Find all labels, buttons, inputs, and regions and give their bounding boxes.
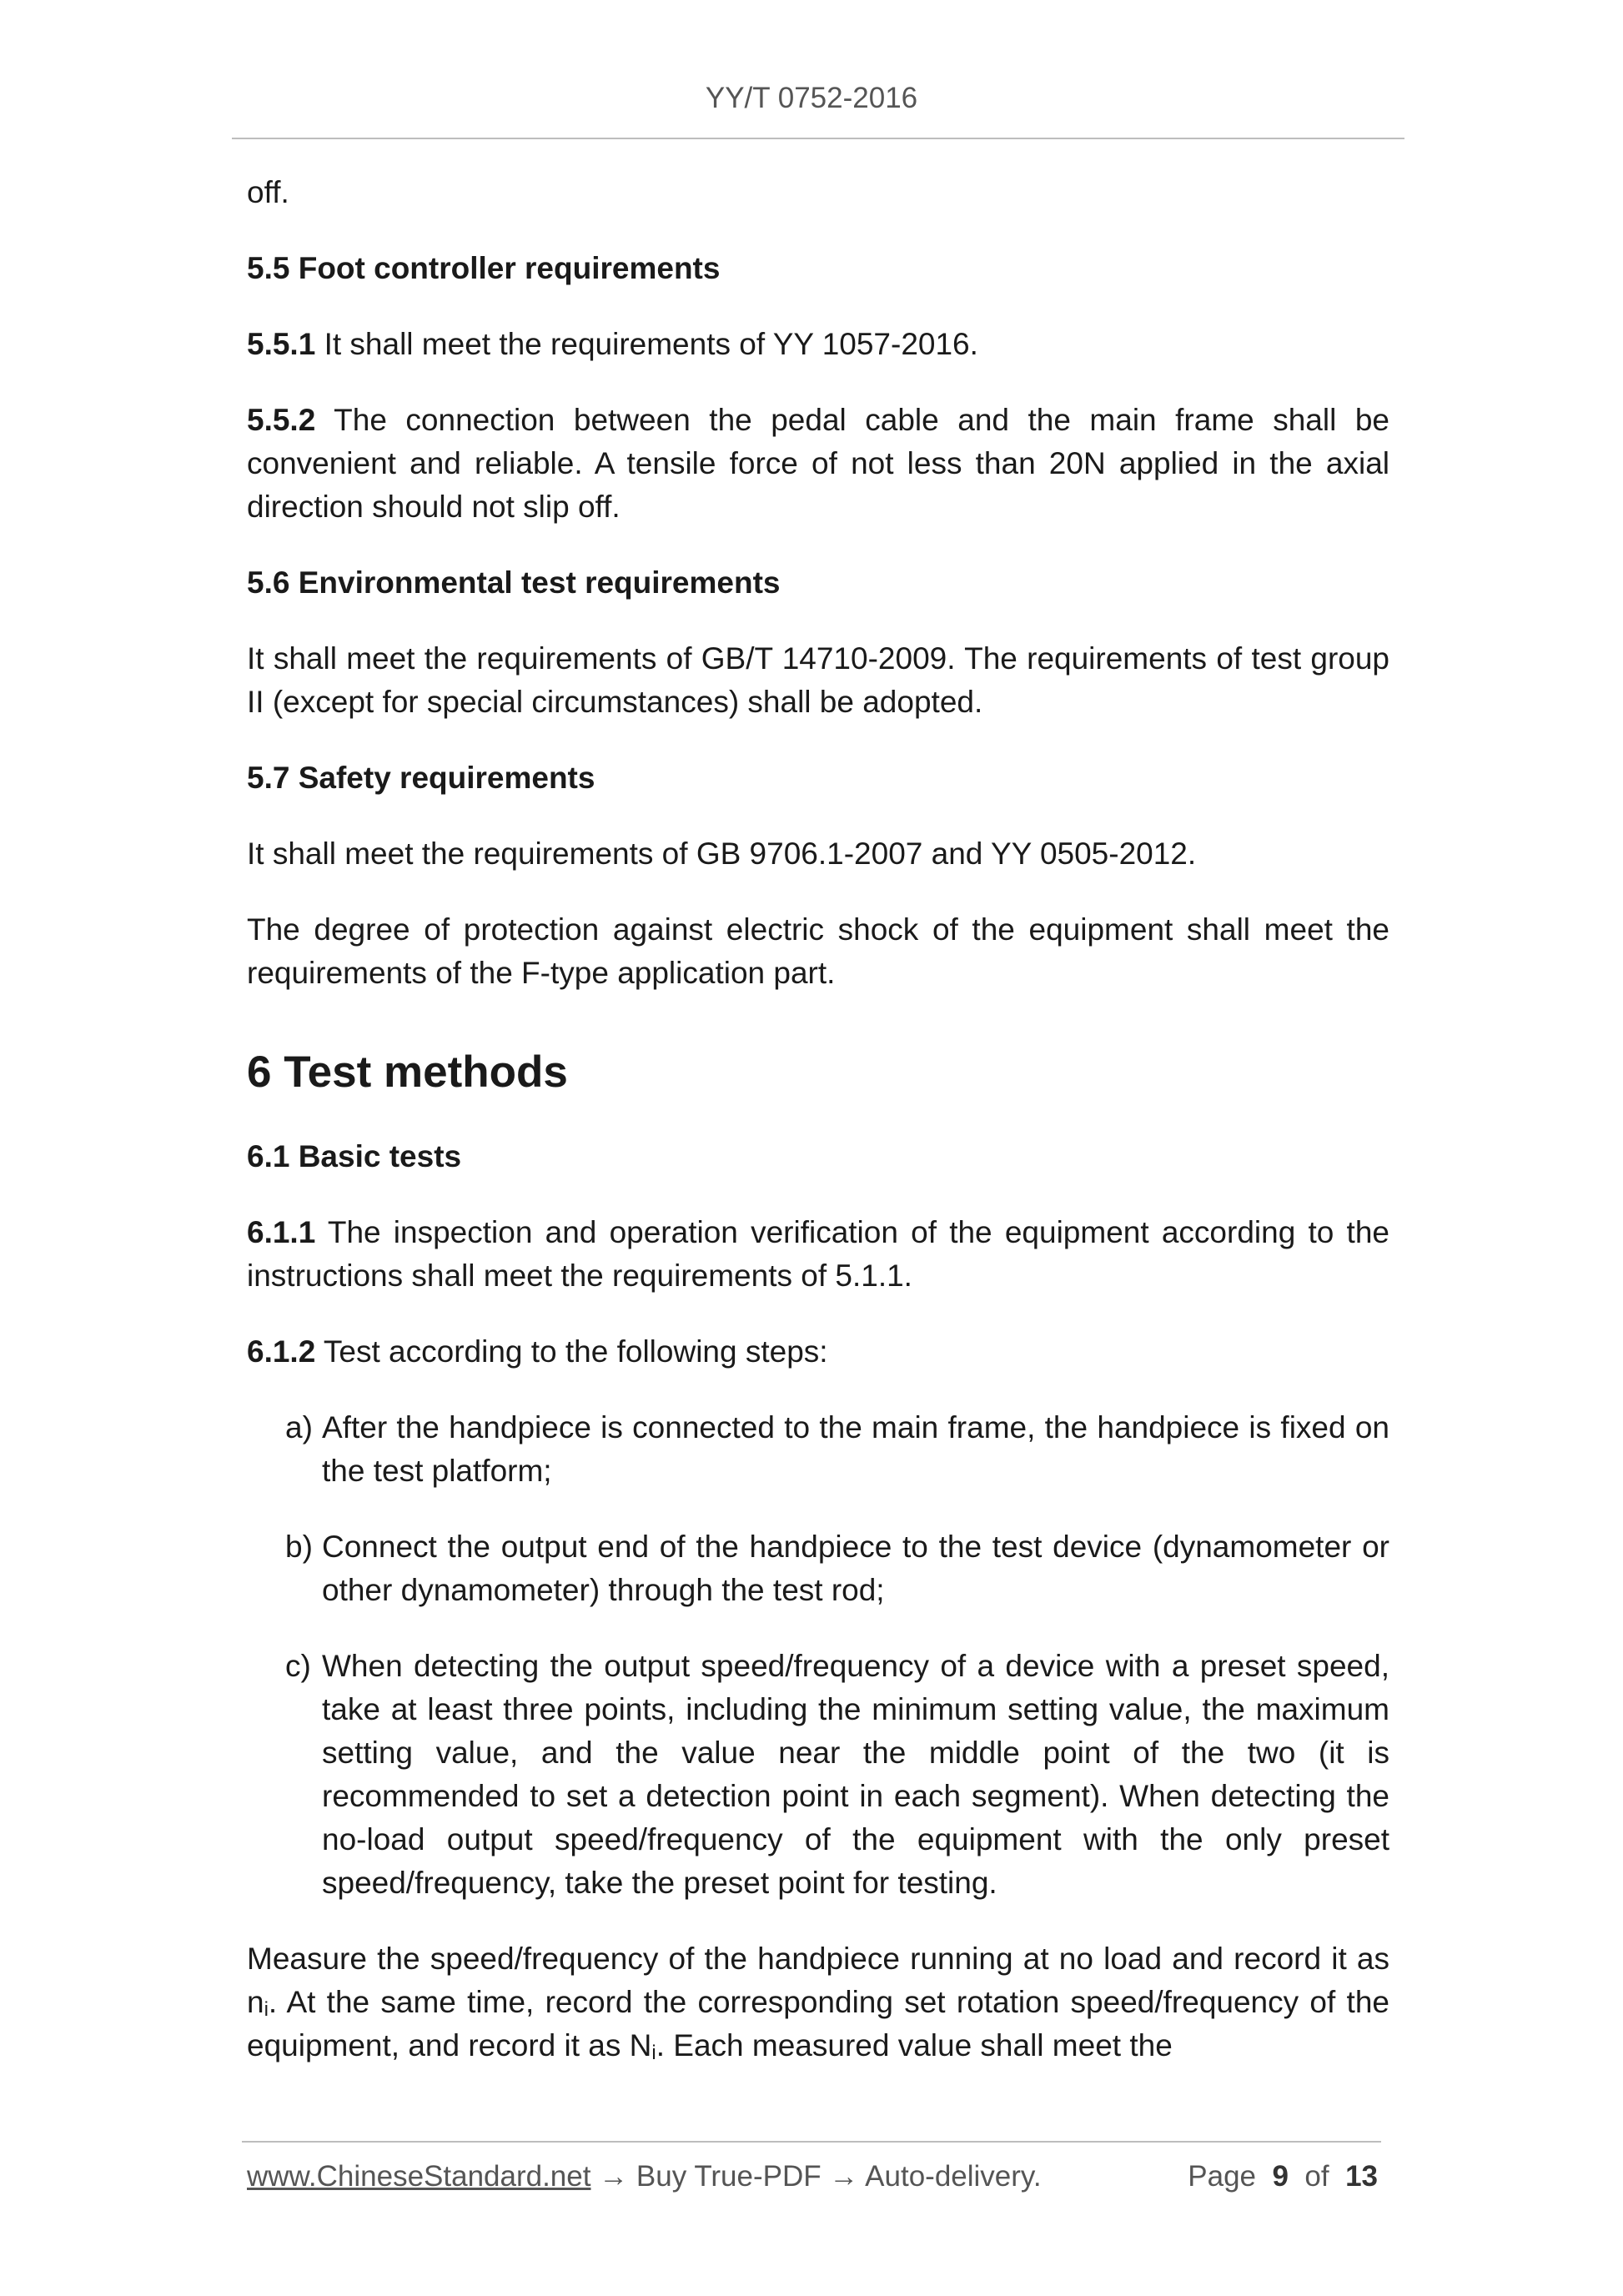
list-item-text: After the handpiece is connected to the main frame, the handpiece is fixed on the test platform; bbox=[322, 1410, 1389, 1488]
subscript: i bbox=[651, 2042, 656, 2064]
clause-text: The inspection and operation verification of the equipment according to the instructions shall meet the requirements of 5.1.1. bbox=[247, 1215, 1389, 1293]
heading-6: 6 Test methods bbox=[247, 1048, 568, 1097]
clause-number: 5.5.2 bbox=[247, 403, 316, 437]
heading-6-1: 6.1 Basic tests bbox=[247, 1139, 462, 1173]
list-item bbox=[285, 1406, 1389, 1493]
clause-5-5-1 bbox=[247, 323, 1389, 366]
clause-text: The connection between the pedal cable and the main frame shall be convenient and reliable. A tensile force of not less than 20N applied in the axial direction should not slip off. bbox=[247, 403, 1389, 524]
test-steps-list bbox=[247, 1406, 1389, 1905]
page-total: 13 bbox=[1345, 2160, 1378, 2193]
page-indicator bbox=[1188, 2160, 1378, 2193]
clause-text: It shall meet the requirements of YY 1057-2016. bbox=[315, 327, 978, 361]
list-marker: c) bbox=[285, 1649, 311, 1683]
page-label: Page bbox=[1188, 2160, 1257, 2193]
list-marker: a) bbox=[285, 1410, 313, 1444]
measurement-paragraph bbox=[247, 1937, 1389, 2067]
clause-number: 6.1.2 bbox=[247, 1334, 316, 1369]
footer-tagline: → Buy True-PDF → Auto-delivery. bbox=[590, 2160, 1042, 2193]
page-footer bbox=[247, 2160, 1378, 2193]
clause-number: 5.5.1 bbox=[247, 327, 316, 361]
list-marker: b) bbox=[285, 1530, 313, 1564]
running-header: YY/T 0752-2016 bbox=[705, 82, 918, 114]
clause-number: 6.1.1 bbox=[247, 1215, 316, 1249]
continued-text: off. bbox=[247, 175, 289, 209]
clause-6-1-2 bbox=[247, 1330, 1389, 1374]
paragraph-5-6: It shall meet the requirements of GB/T 14710-2009. The requirements of test group II (except for special circumstances) shall be adopted. bbox=[247, 641, 1389, 719]
paragraph-5-7-a: It shall meet the requirements of GB 9706.1-2007 and YY 0505-2012. bbox=[247, 837, 1197, 871]
heading-5-6: 5.6 Environmental test requirements bbox=[247, 565, 781, 600]
text-run: Measure the speed/frequency of the handpiece running at no load and record it as n bbox=[247, 1942, 1389, 2019]
list-item-text: When detecting the output speed/frequency of a device with a preset speed, take at least three points, including the minimum setting value, the maximum setting value, and the value near the middle point of the two (it is recommended to set a detection point in each segment). When detecting the no-load output speed/frequency of the equipment with the only preset speed/frequency, take the preset point for testing. bbox=[322, 1649, 1389, 1900]
page-body bbox=[247, 171, 1389, 2067]
clause-6-1-1 bbox=[247, 1211, 1389, 1298]
list-item bbox=[285, 1525, 1389, 1612]
site-link[interactable]: www.ChineseStandard.net bbox=[247, 2160, 591, 2193]
paragraph-5-7-b: The degree of protection against electric shock of the equipment shall meet the requirements of the F-type application part. bbox=[247, 912, 1389, 990]
list-item-text: Connect the output end of the handpiece to the test device (dynamometer or other dynamometer) through the test rod; bbox=[322, 1530, 1389, 1607]
header-divider bbox=[232, 138, 1404, 139]
clause-5-5-2 bbox=[247, 399, 1389, 529]
of-label: of bbox=[1304, 2160, 1329, 2193]
clause-text: Test according to the following steps: bbox=[315, 1334, 828, 1369]
list-item bbox=[285, 1645, 1389, 1905]
page-number: 9 bbox=[1272, 2160, 1289, 2193]
subscript: i bbox=[264, 1998, 269, 2021]
heading-5-7: 5.7 Safety requirements bbox=[247, 761, 595, 795]
text-run: . Each measured value shall meet the bbox=[656, 2028, 1173, 2062]
heading-5-5: 5.5 Foot controller requirements bbox=[247, 251, 721, 285]
footer-divider bbox=[242, 2141, 1381, 2143]
text-run: . At the same time, record the corresponding set rotation speed/frequency of the equipment, and record it as N bbox=[247, 1985, 1389, 2062]
